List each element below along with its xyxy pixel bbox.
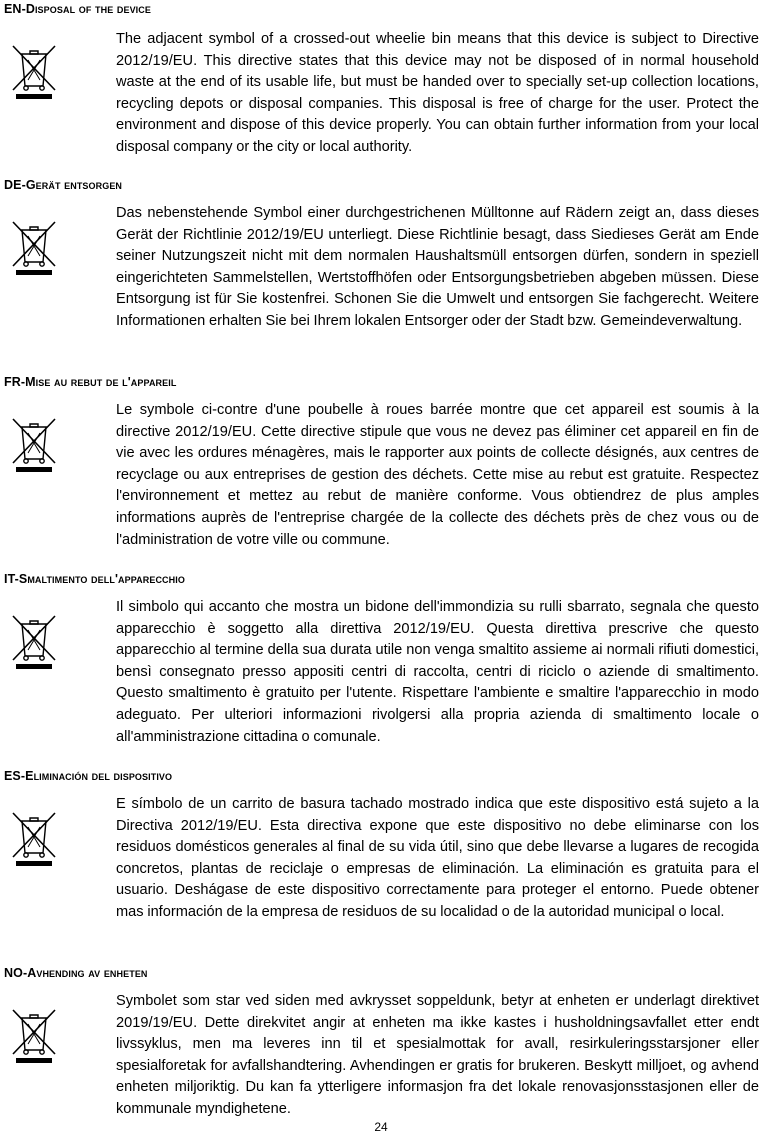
section-body: The adjacent symbol of a crossed-out wheelie bin means that this device is subject to Directive 2012/19/EU. This directive states that this device may not be disposed of in normal household waste at the end of its usable life, but must be handed over to specially set-up collection locations, recycling depots or disposal companies. This disposal is free of charge for the user. Protect the environment and dispose of this device properly. You can obtain further information from your local disposal company or the city or local authority. <box>116 31 759 155</box>
crossed-out-wheelie-bin-icon <box>10 1006 58 1066</box>
section-heading: ES-Eliminación del dispositivo <box>4 769 173 783</box>
crossed-out-wheelie-bin-icon <box>10 809 58 869</box>
crossed-out-wheelie-bin-icon <box>10 415 58 475</box>
section-heading: DE-Gerät entsorgen <box>4 178 123 192</box>
crossed-out-wheelie-bin-icon <box>10 42 58 102</box>
page-number: 24 <box>374 1120 388 1134</box>
section-body: Il simbolo qui accanto che mostra un bidone dell'immondizia su rulli sbarrato, segnala che questo apparecchio è soggetto alla direttiva 2012/19/EU. Questa direttiva prescrive che questo apparecchio al termine della sua durata utile non venga smaltito assieme ai normali rifiuti domestici, bensì consegnato presso appositi centri di raccolta, centri di riciclo o aziende di smaltimento. Questo smaltimento è gratuito per l'utente. Rispettare l'ambiente e smaltire l'apparecchio in modo adeguato. Per ulteriori informazioni rivolgersi alla propria azienda di smaltimento locale o all'amministrazione cittadina o comunale. <box>116 599 759 745</box>
section-heading: IT-Smaltimento dell'apparecchio <box>4 572 185 586</box>
section-body: Das nebenstehende Symbol einer durchgestrichenen Mülltonne auf Rädern zeigt an, dass dieses Gerät der Richtlinie 2012/19/EU unterliegt. Diese Richtlinie besagt, dass Siedieses Gerät am Ende seiner Nutzungszeit nicht mit dem normalen Haushaltsmüll entsorgen dürfen, sondern in speziell eingerichteten Sammelstellen, Wertstoffhöfen oder Entsorgungsbetrieben abgeben müssen. Diese Entsorgung ist für Sie kostenfrei. Schonen Sie die Umwelt und entsorgen Sie fachgerecht. Weitere Informationen erhalten Sie bei Ihrem lokalen Entsorger oder der Stadt bzw. Gemeindeverwaltung. <box>116 205 759 329</box>
section-heading: FR-Mise au rebut de l'appareil <box>4 375 177 389</box>
section-heading: EN-Disposal of the device <box>4 2 151 16</box>
crossed-out-wheelie-bin-icon <box>10 612 58 672</box>
section-body: E símbolo de un carrito de basura tachado mostrado indica que este dispositivo está sujeto a la Directiva 2012/19/EU. Esta directiva expone que este dispositivo no debe eliminarse con los residuos domésticos generales al final de su vida útil, sino que debe llevarse a lugares de recogida concretos, plantas de reciclaje o empresas de eliminación. La eliminación es gratuita para el usuario. Deshágase de este dispositivo correctamente para proteger el entorno. Puede obtener mas información de la empresa de residuos de su localidad o de la autoridad municipal o local. <box>116 796 759 920</box>
section-body: Le symbole ci-contre d'une poubelle à roues barrée montre que cet appareil est soumis à la directive 2012/19/EU. Cette directive stipule que vous ne devez pas éliminer cet appareil en fin de vie avec les ordures ménagères, mais le rapporter aux points de collecte désignés, aux centres de recyclage ou aux entreprises de gestion des déchets. Cette mise au rebut est gratuite. Respectez l'environnement et mettez au rebut de manière conforme. Vous obtiendrez de plus amples informations auprès de l'entreprise chargée de la collecte des déchets près de chez vous ou de l'administration de votre ville ou commune. <box>116 402 759 548</box>
section-body: Symbolet som star ved siden med avkrysset soppeldunk, betyr at enheten er underlagt direktivet 2019/19/EU. Dette direkvitet angir at enheten ma ikke kastes i husholdningsavfallet etter endt livssyklus, men ma leveres inn til et spesialmottak for avall, resirkuleringsstarsjoner eller spesialforetak for avfallshandtering. Avhendingen er gratis for brukeren. Beskytt milljoet, og avhend enheten miljoriktig. Du kan fa ytterligere informasjon fra det lokale renovasjonsstasjonen eller de kommunale myndighetene. <box>116 993 759 1117</box>
crossed-out-wheelie-bin-icon <box>10 218 58 278</box>
section-heading: NO-Avhending av enheten <box>4 966 148 980</box>
